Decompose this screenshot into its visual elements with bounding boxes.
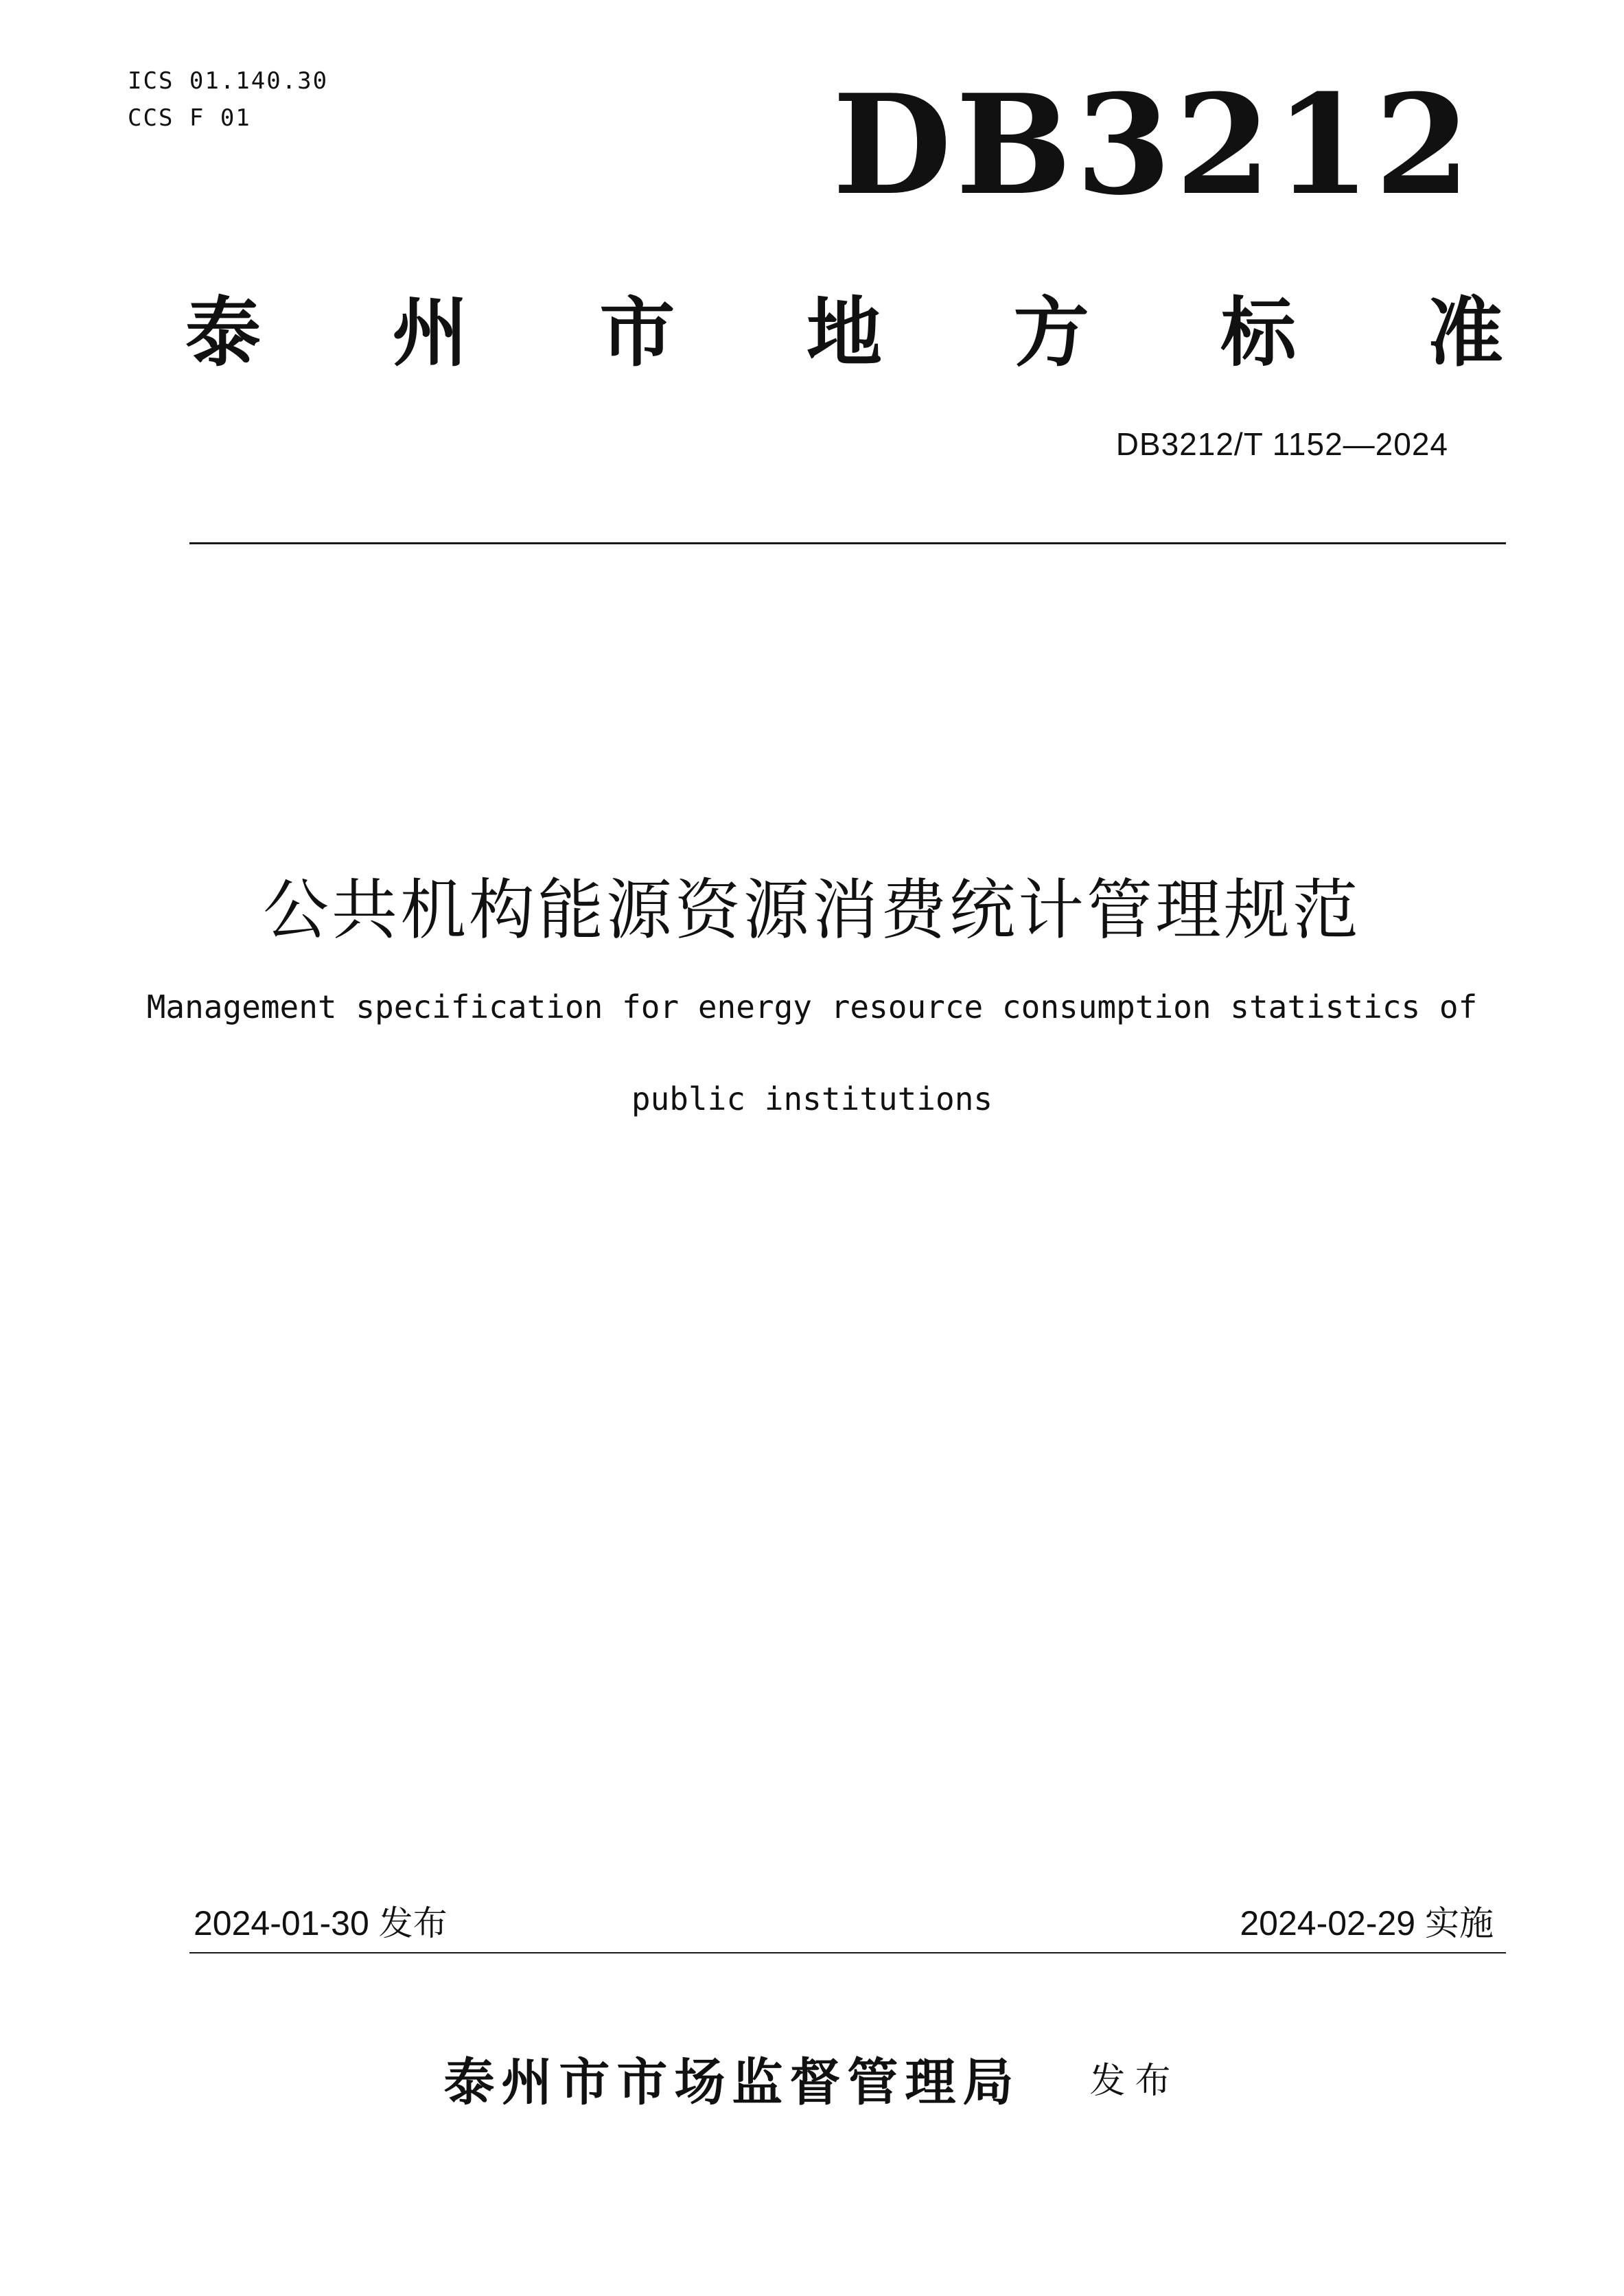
standard-type-char: 标 [1220, 288, 1297, 377]
standard-type-heading [185, 288, 1503, 377]
issuer-action: 发布 [1089, 2061, 1181, 2102]
issuer-name: 泰州市市场监督管理局 [443, 2053, 1021, 2112]
footer-divider [189, 1952, 1506, 1953]
standard-type-char: 地 [806, 288, 882, 377]
standard-number: DB3212/T 1152—2024 [1115, 426, 1448, 462]
document-title-chinese: 公共机构能源资源消费统计管理规范 [263, 872, 1361, 949]
ics-code: ICS 01.140.30 [128, 67, 329, 95]
standard-code-logo: DB3212 [832, 65, 1474, 226]
header-divider [189, 542, 1506, 544]
ccs-code: CCS F 01 [128, 104, 251, 132]
document-title-english-line2: public institutions [631, 1080, 993, 1117]
issue-date: 2024-01-30 发布 [194, 1904, 448, 1943]
standard-type-char: 州 [392, 288, 468, 377]
issuer-block [0, 2042, 1624, 2115]
implementation-date: 2024-02-29 实施 [1240, 1904, 1494, 1943]
standard-type-char: 泰 [185, 288, 261, 377]
standard-type-char: 市 [599, 288, 675, 377]
standard-type-char: 方 [1013, 288, 1089, 377]
standard-type-char: 准 [1427, 288, 1503, 377]
document-title-english-line1: Management specification for energy resource consumption statistics of [146, 988, 1478, 1025]
